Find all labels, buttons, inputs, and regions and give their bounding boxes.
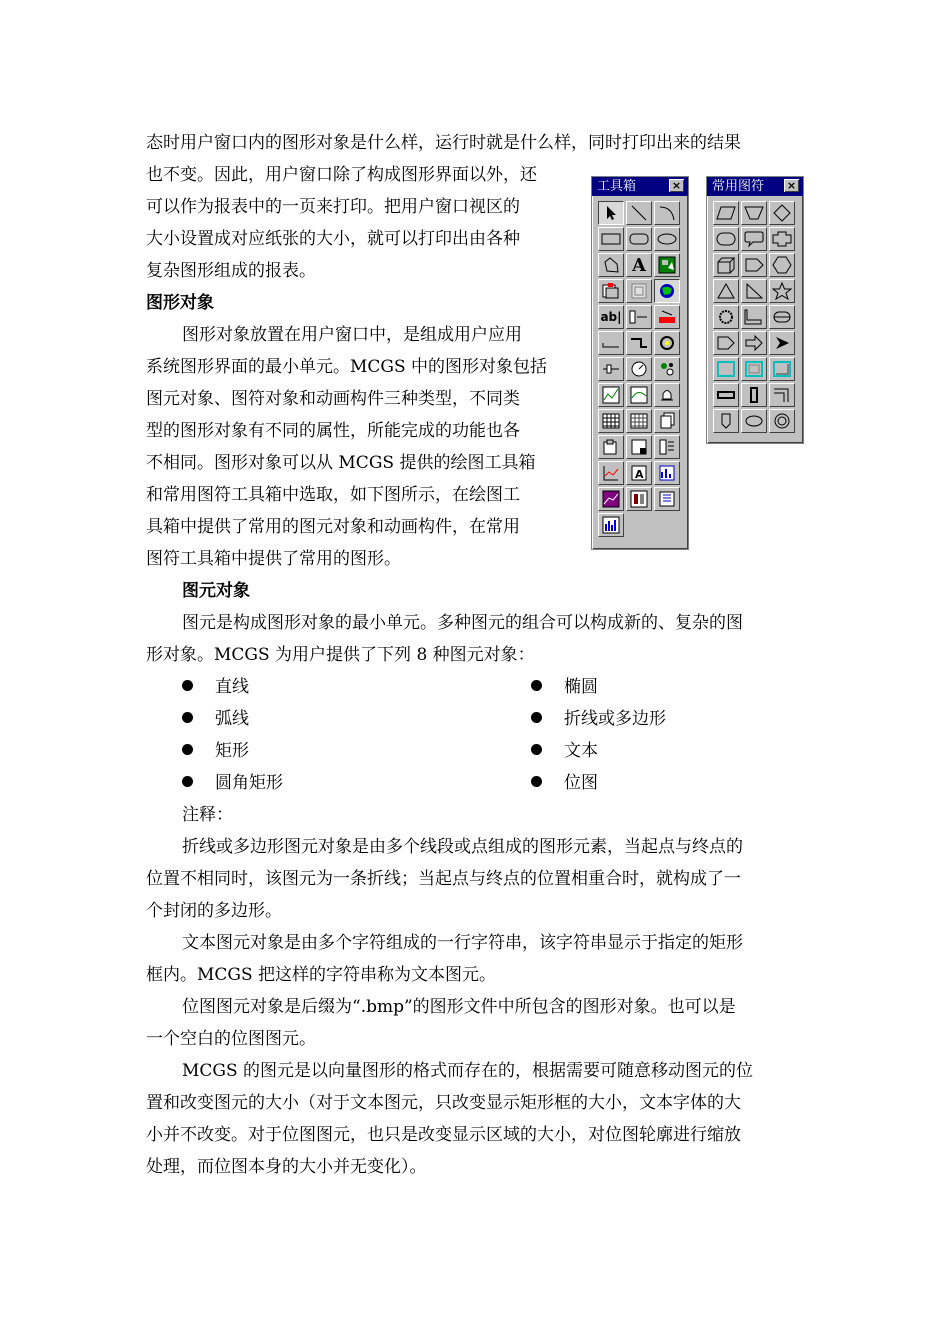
letter-a-icon: A	[632, 254, 646, 276]
rectangle-icon	[601, 232, 621, 246]
action-button-tool[interactable]	[626, 331, 652, 355]
paragraph-line: 不相同。图形对象可以从 MCGS 提供的绘图工具箱	[146, 453, 536, 473]
radio-group-tool[interactable]	[654, 357, 680, 381]
paragraph-line: 框内。MCGS 把这样的字符串称为文本图元。	[146, 965, 497, 985]
list-icon	[658, 438, 676, 456]
oval-icon	[744, 413, 764, 429]
right-triangle-icon	[744, 282, 764, 300]
paragraph-line: 位置不相同时，该图元为一条折线；当起点与终点的位置相重合时，就构成了一	[146, 869, 741, 889]
pentagon-arrow-symbol[interactable]	[741, 253, 767, 277]
frame-icon	[630, 438, 648, 456]
parallelogram-icon	[716, 205, 736, 221]
trapezoid-icon	[744, 205, 764, 221]
bar-chart-icon	[602, 516, 620, 534]
paragraph-line: 型的图形对象有不同的属性，所能完成的功能也各	[146, 421, 520, 441]
bell-icon	[658, 386, 676, 404]
cyan-frame-symbol-1[interactable]	[713, 357, 739, 381]
arc-tool-button[interactable]	[654, 201, 680, 225]
bullet-icon	[182, 744, 193, 755]
paragraph-line: 小并不改变。对于位图图元，也只是改变显示区域的大小，对位图轮廓进行缩放	[146, 1125, 741, 1145]
pointer-arrow-symbol[interactable]	[769, 331, 795, 355]
list-item: 直线	[182, 671, 249, 703]
section-heading-primitive-objects: 图元对象	[182, 581, 250, 601]
rounded-rectangle-icon	[629, 232, 649, 246]
paragraph-line: 文本图元对象是由多个字符组成的一行字符串，该字符串显示于指定的矩形	[182, 933, 743, 953]
list-item: 圆角矩形	[182, 767, 283, 799]
ring-icon	[772, 412, 792, 430]
standard-button-tool[interactable]	[598, 331, 624, 355]
bitmap-icon	[658, 256, 676, 274]
line-tool-button[interactable]	[626, 201, 652, 225]
horizontal-bar-icon	[716, 387, 736, 403]
line-icon	[630, 204, 648, 222]
cyan-raised-icon	[772, 360, 792, 378]
vertical-bar-icon	[744, 386, 764, 404]
pipe-elbow-icon	[744, 308, 764, 326]
arrow-outline-symbol[interactable]	[713, 331, 739, 355]
save-element-button[interactable]	[626, 279, 652, 303]
database-tool[interactable]	[654, 487, 680, 511]
ring-symbol[interactable]	[769, 409, 795, 433]
polygon-icon	[602, 256, 620, 274]
xy-curve-tool[interactable]	[598, 461, 624, 485]
cube-symbol[interactable]	[713, 253, 739, 277]
arrow-pointer-icon	[603, 205, 619, 221]
symbol-library-button[interactable]	[654, 279, 680, 303]
paragraph-line: 一个空白的位图图元。	[146, 1029, 316, 1049]
hexagon-icon	[772, 256, 792, 274]
rounded-rectangle-tool-button[interactable]	[626, 227, 652, 251]
paragraph-line: 图形对象放置在用户窗口中，是组成用户应用	[182, 325, 522, 345]
knob-icon	[658, 334, 676, 352]
pipe-elbow-symbol[interactable]	[741, 305, 767, 329]
rounded-box-symbol[interactable]	[713, 227, 739, 251]
rounded-box-icon	[716, 231, 736, 247]
statistics-tool[interactable]	[654, 461, 680, 485]
text-input-icon: ab|	[600, 310, 622, 324]
trend-curve-tool[interactable]	[598, 383, 624, 407]
callout-symbol[interactable]	[741, 227, 767, 251]
bullet-icon	[531, 744, 542, 755]
symbols-close-button[interactable]	[784, 179, 799, 192]
horizontal-bar-symbol[interactable]	[713, 383, 739, 407]
flat-button-icon	[601, 337, 621, 349]
rectangle-tool-button[interactable]	[598, 227, 624, 251]
alarm-display-tool[interactable]	[654, 383, 680, 407]
cube-icon	[716, 256, 736, 274]
star-icon	[772, 282, 792, 300]
report-tool[interactable]	[626, 487, 652, 511]
parallelogram-symbol[interactable]	[713, 201, 739, 225]
cyan-bevel-icon	[744, 360, 764, 378]
history-table-tool[interactable]	[626, 409, 652, 433]
paragraph-line: 具箱中提供了常用的图元对象和动画构件，在常用	[146, 517, 520, 537]
filled-arrow-icon	[772, 334, 792, 352]
burst-icon	[716, 307, 736, 327]
paragraph-line: 形对象。MCGS 为用户提供了下列 8 种图元对象：	[146, 645, 535, 665]
oval-symbol[interactable]	[741, 409, 767, 433]
subwindow-tool[interactable]	[598, 435, 624, 459]
note-label: 注释：	[182, 805, 233, 825]
close-icon: ×	[786, 179, 797, 192]
radio-dots-icon	[658, 360, 676, 378]
list-item: 椭圆	[531, 671, 598, 703]
common-symbols-window	[706, 176, 804, 444]
list-item: 折线或多边形	[531, 703, 666, 735]
tank-icon	[716, 412, 736, 430]
list-item: 位图	[531, 767, 598, 799]
gauge-tool[interactable]	[626, 357, 652, 381]
globe-icon	[658, 282, 676, 300]
insert-component-button[interactable]	[598, 279, 624, 303]
historical-curve-tool[interactable]	[598, 487, 624, 511]
symbols-titlebar[interactable]	[707, 177, 803, 196]
paragraph-line: 图元是构成图形对象的最小单元。多种图元的组合可以构成新的、复杂的图	[182, 613, 743, 633]
speech-bubble-icon	[744, 230, 764, 248]
triangle-icon	[716, 282, 736, 300]
paragraph-line: 态时用户窗口内的图形对象是什么样，运行时就是什么样，同时打印出来的结果	[146, 133, 741, 153]
paragraph-line: 可以作为报表中的一页来打印。把用户窗口视区的	[146, 197, 520, 217]
paragraph-line: 大小设置成对应纸张的大小，就可以打印出由各种	[146, 229, 520, 249]
trapezoid-symbol[interactable]	[741, 201, 767, 225]
diamond-symbol[interactable]	[769, 201, 795, 225]
bullet-icon	[531, 712, 542, 723]
paragraph-line: 系统图形界面的最小单元。MCGS 中的图形对象包括	[146, 357, 548, 377]
bullet-icon	[182, 712, 193, 723]
toolbox-titlebar[interactable]	[592, 177, 688, 196]
text-document-icon	[630, 464, 648, 482]
button-icon	[657, 309, 677, 325]
paragraph-line: 也不变。因此，用户窗口除了构成图形界面以外，还	[146, 165, 537, 185]
label-button[interactable]	[626, 305, 652, 329]
bullet-icon	[182, 776, 193, 787]
stats-icon	[658, 464, 676, 482]
slider-icon	[601, 362, 621, 376]
curve-chart-icon	[630, 386, 648, 404]
pentagon-right-icon	[716, 334, 736, 352]
trend-chart-icon	[602, 386, 620, 404]
report-icon	[630, 490, 648, 508]
triangle-symbol[interactable]	[713, 279, 739, 303]
vertical-bar-symbol[interactable]	[741, 383, 767, 407]
window-icon	[602, 438, 620, 456]
text-box-tool[interactable]	[626, 461, 652, 485]
paragraph-line: 复杂图形组成的报表。	[146, 261, 316, 281]
pointer-tool-button[interactable]	[598, 201, 624, 225]
list-item: 文本	[531, 735, 598, 767]
list-item: 矩形	[182, 735, 249, 767]
bar-chart-tool[interactable]	[598, 513, 624, 537]
close-icon: ×	[671, 179, 682, 192]
svg-text:A: A	[635, 468, 644, 481]
cyan-square-icon	[716, 360, 736, 378]
input-box-button[interactable]	[598, 305, 624, 329]
paragraph-line: 和常用图符工具箱中选取，如下图所示，在绘图工	[146, 485, 520, 505]
frame-tool[interactable]	[626, 435, 652, 459]
bullet-icon	[182, 680, 193, 691]
custom-table-tool[interactable]	[598, 409, 624, 433]
hexagon-symbol[interactable]	[769, 253, 795, 277]
arc-icon	[658, 204, 676, 222]
section-heading-graphic-objects: 图形对象	[146, 293, 214, 313]
horizontal-cylinder-icon	[772, 309, 792, 325]
corner-pipe-symbol[interactable]	[769, 383, 795, 407]
corner-pipe-icon	[772, 386, 792, 404]
rotary-knob-tool[interactable]	[654, 331, 680, 355]
tank-symbol[interactable]	[713, 409, 739, 433]
bullet-icon	[531, 776, 542, 787]
line-chart-icon	[602, 464, 620, 482]
label-icon	[629, 309, 649, 325]
paragraph-line: 处理，而位图本身的大小并无变化）。	[146, 1157, 427, 1177]
paragraph-line: 个封闭的多边形。	[146, 901, 282, 921]
cylinder-horizontal-symbol[interactable]	[769, 305, 795, 329]
text-tool-button[interactable]	[626, 253, 652, 277]
database-icon	[658, 490, 676, 508]
paragraph-line: 折线或多边形图元对象是由多个线段或点组成的图形元素，当起点与终点的	[182, 837, 743, 857]
table-grid-icon	[602, 412, 620, 430]
purple-chart-icon	[602, 490, 620, 508]
bullet-icon	[531, 680, 542, 691]
paragraph-line: 置和改变图元的大小（对于文本图元，只改变显示矩形框的大小，文本字体的大	[146, 1093, 741, 1113]
list-item: 弧线	[182, 703, 249, 735]
step-button-icon	[629, 335, 649, 351]
paragraph-line: 图元对象、图符对象和动画构件三种类型，不同类	[146, 389, 520, 409]
block-arrow-icon	[744, 334, 764, 352]
component-icon	[602, 282, 620, 300]
toolbox-close-button[interactable]	[669, 179, 684, 192]
polyline-tool-button[interactable]	[598, 253, 624, 277]
block-arrow-symbol[interactable]	[741, 331, 767, 355]
burst-symbol[interactable]	[713, 305, 739, 329]
diamond-icon	[773, 204, 791, 222]
paragraph-line: 位图图元对象是后缀为“.bmp”的图形文件中所包含的图形对象。也可以是	[182, 997, 736, 1017]
bitmap-tool-button[interactable]	[654, 253, 680, 277]
storage-tool[interactable]	[654, 409, 680, 433]
right-triangle-symbol[interactable]	[741, 279, 767, 303]
paragraph-line: 图符工具箱中提供了常用的图形。	[146, 549, 401, 569]
realtime-curve-tool[interactable]	[626, 383, 652, 407]
cyan-frame-symbol-3[interactable]	[769, 357, 795, 381]
element-library-icon	[630, 282, 648, 300]
cross-shape-icon	[772, 230, 792, 248]
slider-input-tool[interactable]	[598, 357, 624, 381]
paragraph-line: MCGS 的图元是以向量图形的格式而存在的，根据需要可随意移动图元的位	[182, 1061, 754, 1081]
ellipse-tool-button[interactable]	[654, 227, 680, 251]
toolbox-title: 工具箱	[597, 179, 637, 194]
symbols-title: 常用图符	[712, 179, 765, 194]
cyan-frame-symbol-2[interactable]	[741, 357, 767, 381]
clock-gauge-icon	[630, 360, 648, 378]
star-symbol[interactable]	[769, 279, 795, 303]
list-box-tool[interactable]	[654, 435, 680, 459]
cross-symbol[interactable]	[769, 227, 795, 251]
ellipse-icon	[657, 232, 677, 246]
stacked-pages-icon	[658, 412, 676, 430]
toolbox-window	[591, 176, 689, 550]
button-component-button[interactable]	[654, 305, 680, 329]
pentagon-arrow-icon	[744, 257, 764, 273]
history-grid-icon	[630, 412, 648, 430]
